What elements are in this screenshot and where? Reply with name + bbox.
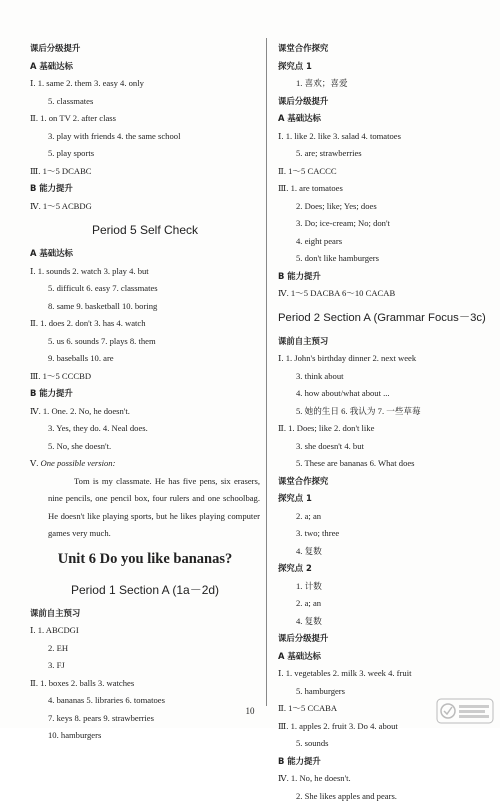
page-number: 10: [0, 706, 500, 716]
section-heading: 课后分级提升: [278, 93, 492, 111]
subsection-heading: A 基础达标: [30, 58, 260, 76]
answer-line: Ⅲ. 1～5 CCCBD: [30, 368, 260, 386]
answer-line: 9. baseballs 10. are: [30, 350, 260, 368]
subsection-heading: A 基础达标: [278, 648, 492, 666]
answer-line: Ⅱ. 1. Does; like 2. don't like: [278, 420, 492, 438]
answer-line: 3. two; three: [278, 525, 492, 543]
answer-line: 5. classmates: [30, 93, 260, 111]
answer-line: 1. 计数: [278, 578, 492, 596]
answer-line: 5. No, she doesn't.: [30, 438, 260, 456]
subsection-heading: A 基础达标: [30, 245, 260, 263]
answer-line: Ⅳ. 1. No, he doesn't.: [278, 770, 492, 788]
subsection-heading: B 能力提升: [30, 180, 260, 198]
answer-line: Ⅱ. 1. does 2. don't 3. has 4. watch: [30, 315, 260, 333]
answer-line: 5. play sports: [30, 145, 260, 163]
subsection-heading: A 基础达标: [278, 110, 492, 128]
answer-line: 4. how about/what about ...: [278, 385, 492, 403]
answer-line: Ⅳ. 1. One. 2. No, he doesn't.: [30, 403, 260, 421]
period-title: Period 5 Self Check: [30, 215, 260, 245]
answer-line: Ⅳ. 1～5 ACBDG: [30, 198, 260, 216]
answer-line: Ⅰ. 1. like 2. like 3. salad 4. tomatoes: [278, 128, 492, 146]
answer-line: Ⅰ. 1. ABCDGI: [30, 622, 260, 640]
subsection-heading: B 能力提升: [30, 385, 260, 403]
answer-line-version: [30, 455, 260, 473]
left-column: [30, 40, 260, 745]
answer-line: 3. play with friends 4. the same school: [30, 128, 260, 146]
column-divider: [266, 38, 267, 706]
answer-line: 5. These are bananas 6. What does: [278, 455, 492, 473]
subsection-heading: B 能力提升: [278, 268, 492, 286]
answer-line: 5. difficult 6. easy 7. classmates: [30, 280, 260, 298]
exploration-point-heading: 探究点 1: [278, 58, 492, 76]
answer-line: Ⅰ. 1. same 2. them 3. easy 4. only: [30, 75, 260, 93]
answer-line: 5. us 6. sounds 7. plays 8. them: [30, 333, 260, 351]
section-heading: 课堂合作探究: [278, 40, 492, 58]
answer-line: Ⅲ. 1. are tomatoes: [278, 180, 492, 198]
answer-line: 4. 复数: [278, 543, 492, 561]
answer-line: Ⅳ. 1～5 DACBA 6～10 CACAB: [278, 285, 492, 303]
answer-line: 2. a; an: [278, 595, 492, 613]
period-title: Period 1 Section A (1a－2d): [30, 575, 260, 605]
sample-essay: Tom is my classmate. He has five pens, six erasers, nine pencils, one pencil box, four rulers and one schoolbag. He doesn't like playing sports, but he likes playing computer games very much.: [30, 473, 260, 543]
section-heading: 课堂合作探究: [278, 473, 492, 491]
answer-line: Ⅱ. 1. on TV 2. after class: [30, 110, 260, 128]
answer-line: Ⅰ. 1. vegetables 2. milk 3. week 4. fruit: [278, 665, 492, 683]
possible-version-label: One possible version:: [41, 458, 116, 468]
answer-line: 3. Do; ice-cream; No; don't: [278, 215, 492, 233]
right-column: [278, 40, 492, 805]
section-heading: 课前自主预习: [278, 333, 492, 351]
answer-line: 1. 喜欢；喜爱: [278, 75, 492, 93]
unit-title: Unit 6 Do you like bananas?: [30, 543, 260, 575]
answer-line: Ⅲ. 1～5 DCABC: [30, 163, 260, 181]
answer-line: 2. a; an: [278, 508, 492, 526]
answer-line: 8. same 9. basketball 10. boring: [30, 298, 260, 316]
answer-line: 5. hamburgers: [278, 683, 492, 701]
exploration-point-heading: 探究点 2: [278, 560, 492, 578]
exploration-point-heading: 探究点 1: [278, 490, 492, 508]
answer-line: 2. She likes apples and pears.: [278, 788, 492, 805]
answer-line: Ⅱ. 1. boxes 2. balls 3. watches: [30, 675, 260, 693]
answer-line: 5. are; strawberries: [278, 145, 492, 163]
watermark-logo: [436, 698, 494, 724]
item-number: Ⅴ.: [30, 458, 41, 468]
answer-line: 3. FJ: [30, 657, 260, 675]
answer-line: 3. Yes, they do. 4. Neal does.: [30, 420, 260, 438]
section-heading: 课前自主预习: [30, 605, 260, 623]
answer-line: 4. 复数: [278, 613, 492, 631]
answer-line: 2. Does; like; Yes; does: [278, 198, 492, 216]
answer-line: 2. EH: [30, 640, 260, 658]
answer-line: Ⅰ. 1. John's birthday dinner 2. next week: [278, 350, 492, 368]
answer-line: 7. keys 8. pears 9. strawberries: [30, 710, 260, 728]
answer-line: 3. think about: [278, 368, 492, 386]
answer-line: Ⅱ. 1～5 CCABA: [278, 700, 492, 718]
answer-line: Ⅲ. 1. apples 2. fruit 3. Do 4. about: [278, 718, 492, 736]
answer-line: 5. don't like hamburgers: [278, 250, 492, 268]
answer-line: 4. bananas 5. libraries 6. tomatoes: [30, 692, 260, 710]
section-heading: 课后分级提升: [278, 630, 492, 648]
answer-line: 10. hamburgers: [30, 727, 260, 745]
answer-line: Ⅱ. 1～5 CACCC: [278, 163, 492, 181]
subsection-heading: B 能力提升: [278, 753, 492, 771]
section-heading: 课后分级提升: [30, 40, 260, 58]
answer-line: 3. she doesn't 4. but: [278, 438, 492, 456]
period-title: Period 2 Section A (Grammar Focus－3c): [278, 303, 492, 333]
answer-line: Ⅰ. 1. sounds 2. watch 3. play 4. but: [30, 263, 260, 281]
answer-line: 4. eight pears: [278, 233, 492, 251]
answer-line: 5. sounds: [278, 735, 492, 753]
answer-line: 5. 她的生日 6. 我认为 7. 一些草莓: [278, 403, 492, 421]
